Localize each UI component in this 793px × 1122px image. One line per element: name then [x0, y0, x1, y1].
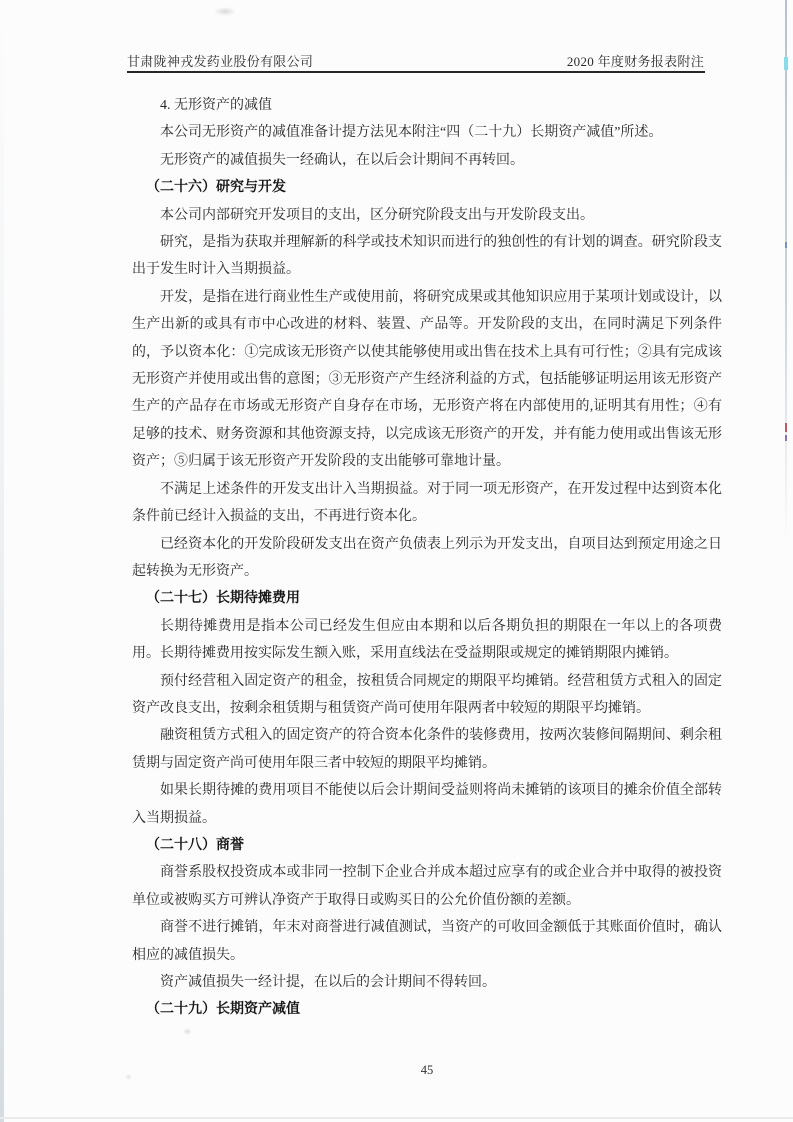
page-number: 45 [420, 1063, 434, 1077]
paragraph: 本公司内部研究开发项目的支出，区分研究阶段支出与开发阶段支出。 [160, 207, 594, 223]
paragraph: 资产减值损失一经计提，在以后的会计期间不得转回。 [160, 975, 496, 990]
paragraph: 无形资产的减值损失一经确认，在以后会计期间不再转回。 [160, 152, 524, 168]
page-footer [132, 1063, 722, 1078]
section-heading: （二十六）研究与开发 [146, 180, 286, 196]
scan-edge-right-artifact [785, 0, 787, 545]
paragraph: 开发，是指在进行商业性生产或使用前，将研究成果或其他知识应用于某项计划或设计，以生产出新的或具有市中心改进的材料、装置、产品等。开发阶段的支出，在同时满足下列条件的，予以资本化：①完成该无形资产以使其能够使用或出售在技术上具有可行性；②具有完成该无形资产并使用或出售的意图；③无形资产产生经济利益的方式，包括能够证明运用该无形资产生产的产品存在市场或无形资产自身存在市场，无形资产将在内部使用的,证明其有用性；④有足够的技术、财务资源和其他资源支持，以完成该无形资产的开发，并有能力使用或出售该无形资产；⑤归属于该无形资产开发阶段的支出能够可靠地计量。 [132, 289, 722, 470]
paragraph: 商誉系股权投资成本或非同一控制下企业合并成本超过应享有的或企业合并中取得的被投资单位或被购买方可辨认净资产于取得日或购买日的公允价值份额的差额。 [132, 865, 722, 908]
scan-speck-blue [785, 242, 787, 248]
header-rule [127, 71, 705, 73]
header-doc-title: 2020 年度财务报表附注 [566, 54, 704, 69]
paragraph: 不满足上述条件的开发支出计入当期损益。对于同一项无形资产，在开发过程中达到资本化条件前已经计入损益的支出，不再进行资本化。 [132, 481, 722, 525]
scan-speck-cyan [784, 57, 788, 70]
document-body [132, 92, 722, 1024]
paragraph: 预付经营租入固定资产的租金，按租赁合同规定的期限平均摊销。经营租赁方式租入的固定资产改良支出，按剩余租赁期与租赁资产尚可使用年限两者中较短的期限平均摊销。 [132, 673, 722, 716]
paragraph: 4. 无形资产的减值 [160, 98, 272, 113]
scan-edge-left-artifact [0, 0, 4, 1122]
paragraph: 如果长期待摊的费用项目不能使以后会计期间受益则将尚未摊销的该项目的摊余价值全部转入当期损益。 [132, 783, 722, 826]
scan-smudge [214, 7, 236, 16]
page-header [127, 51, 704, 70]
paragraph: 融资租赁方式租入的固定资产的符合资本化条件的装修费用，按两次装修间隔期间、剩余租赁期与固定资产尚可使用年限三者中较短的期限平均摊销。 [132, 728, 722, 771]
paragraph: 商誉不进行摊销，年末对商誉进行减值测试，当资产的可收回金额低于其账面价值时，确认相应的减值损失。 [132, 920, 722, 963]
header-company-name: 甘肃陇神戎发药业股份有限公司 [127, 54, 314, 69]
scan-speck-red [785, 423, 787, 432]
scan-smudge [183, 1028, 192, 1035]
scan-smudge [125, 1074, 132, 1080]
section-heading: （二十八）商誉 [146, 837, 244, 853]
paragraph: 长期待摊费用是指本公司已经发生但应由本期和以后各期负担的期限在一年以上的各项费用。长期待摊费用按实际发生额入账，采用直线法在受益期限或规定的摊销期限内摊销。 [132, 618, 722, 662]
section-heading: （二十七）长期待摊费用 [146, 591, 300, 607]
section-heading: （二十九）长期资产减值 [146, 1002, 300, 1018]
scan-speck-purple [785, 435, 787, 441]
paragraph: 研究，是指为获取并理解新的科学或技术知识而进行的独创性的有计划的调查。研究阶段支出于发生时计入当期损益。 [132, 235, 722, 278]
paragraph: 已经资本化的开发阶段研发支出在资产负债表上列示为开发支出，自项目达到预定用途之日起转换为无形资产。 [132, 536, 722, 579]
paragraph: 本公司无形资产的减值准备计提方法见本附注“四（二十九）长期资产减值”所述。 [160, 125, 663, 141]
scan-edge-bottom-artifact [0, 1117, 793, 1119]
